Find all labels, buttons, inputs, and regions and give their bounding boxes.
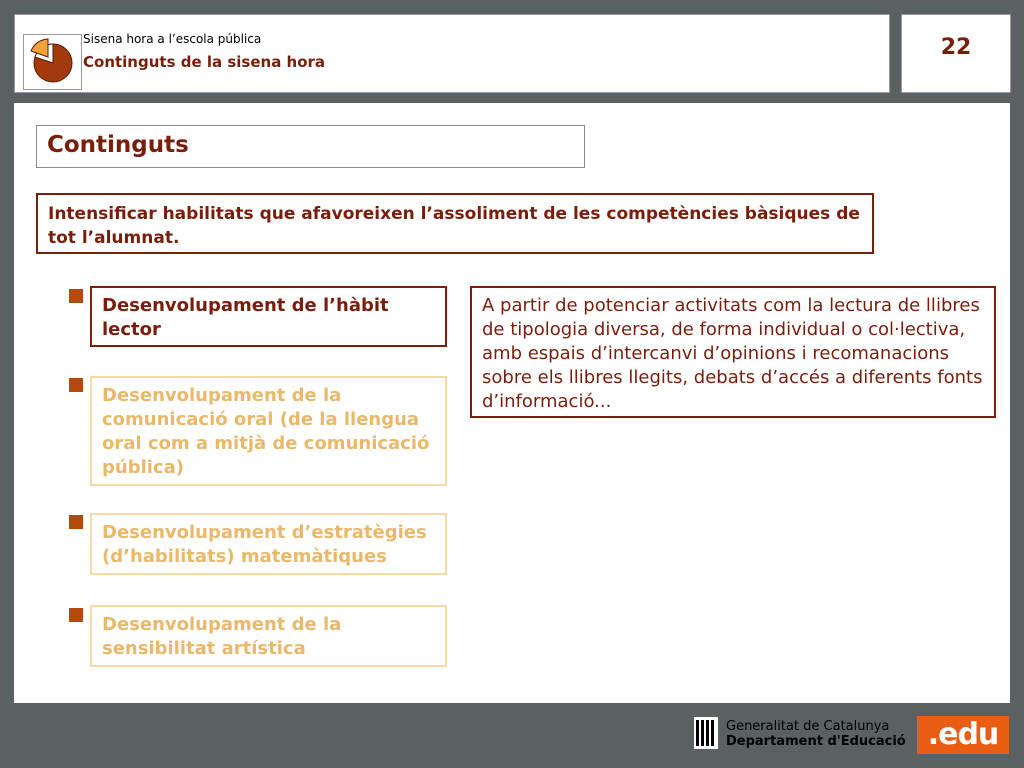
item-habit-lector[interactable]: Desenvolupament de l’hàbit lector [90, 286, 447, 347]
bullet-marker [69, 378, 83, 392]
generalitat-name: Generalitat de Catalunya [726, 719, 890, 734]
header-title: Continguts de la sisena hora [83, 53, 326, 71]
item-comunicacio-oral[interactable]: Desenvolupament de la comunicació oral (de la llengua oral com a mitjà de comunicació pública) [90, 376, 447, 486]
bullet-marker [69, 608, 83, 622]
intro-text: Intensificar habilitats que afavoreixen l’assoliment de les competències bàsiques de tot l’alumnat. [36, 193, 874, 254]
item-description: A partir de potenciar activitats com la lectura de llibres de tipologia diversa, de forma individual o col·lectiva, amb espais d’intercanvi d’opinions i recomanacions sobre els llibres llegits, debats d’accés a diferents fonts d’informació... [470, 286, 996, 418]
pie-chart-icon [24, 35, 81, 89]
page-number-panel [901, 14, 1011, 93]
content-panel [14, 103, 1010, 703]
page-number: 22 [940, 35, 972, 60]
footer-bar [0, 703, 1024, 768]
logo-box [23, 34, 82, 90]
bullet-marker [69, 289, 83, 303]
header-panel [14, 14, 890, 93]
section-title: Continguts [36, 125, 585, 168]
header-subtitle: Sisena hora a l’escola pública [83, 32, 262, 46]
item-estrategies-matematiques[interactable]: Desenvolupament d’estratègies (d’habilitats) matemàtiques [90, 513, 447, 575]
generalitat-flag-icon [694, 717, 718, 749]
bullet-marker [69, 515, 83, 529]
edu-logo: .edu [917, 716, 1009, 754]
department-name: Departament d'Educació [726, 734, 906, 749]
item-sensibilitat-artistica[interactable]: Desenvolupament de la sensibilitat artística [90, 605, 447, 667]
